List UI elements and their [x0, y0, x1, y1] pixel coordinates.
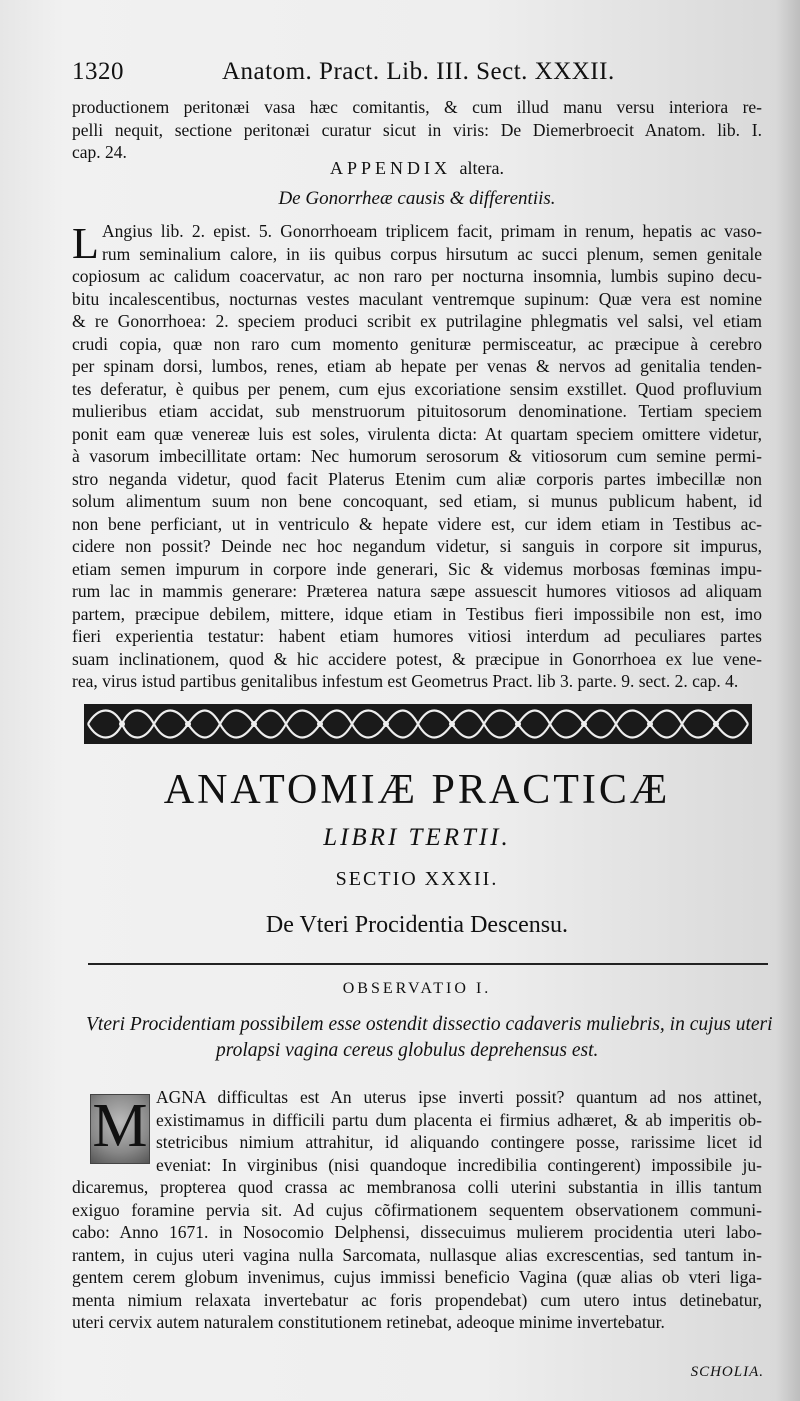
summary-line: prolapsi vagina cereus globulus deprehensus est. [216, 1040, 599, 1061]
section-topic: De Vteri Procidentia Descensu. [265, 912, 569, 938]
text-line: uteri cervix autem naturalem constitutionem retinebat, adeoque minime invertebatur. [72, 1312, 665, 1332]
horizontal-rule [88, 963, 768, 965]
section-main-title: ANATOMIÆ PRACTICÆ [163, 767, 671, 813]
text-line: eveniat: In virginibus (nisi quandoque incredibilia contingerent) impossibile ju- [156, 1154, 762, 1175]
initial-letter: M [92, 1092, 148, 1160]
text-line: per spinam dorsi, lumbos, renes, etiam ab hepate per venas & nervos ad genitalia tenden- [72, 356, 762, 376]
appendix-title-main: APPENDIX [330, 158, 452, 178]
catchword: SCHOLIA. [690, 1364, 764, 1380]
page-number: 1320 [72, 58, 124, 85]
text-line: dicaremus, propterea quod crassa ac membranosa colli uterini substantia in illis tantum [72, 1177, 762, 1197]
observatio-body [72, 1086, 762, 1334]
text-line: rea, virus istud partibus genitalibus infestum est Geometrus Pract. lib 3. parte. 9. sect. 2. cap. 4. [72, 671, 739, 691]
section-libri: LIBRI TERTII. [323, 824, 511, 851]
text-line: exiguo foramine pervia sit. Ad cujus cõfirmationem sequentem observationem communi- [72, 1199, 762, 1220]
ornamental-band [84, 702, 752, 746]
text-line: suam inclinationem, quod & hic accidere potest, & præcipue in Gonorrhoea ex lue vene- [72, 648, 762, 669]
text-line: gentem cerem globum invenimus, cujus immissi beneficio Vagina (quæ alias ob vteri liga- [72, 1267, 762, 1287]
running-title: Anatom. Pract. Lib. III. Sect. XXXII. [222, 58, 615, 85]
text-line: cabo: Anno 1671. in Nosocomio Delphensi, dissecuimus mulierem procidentia uteri labo- [72, 1222, 762, 1242]
appendix-subtitle: De Gonorrheæ causis & differentiis. [278, 188, 556, 209]
text-line: Angius lib. 2. epist. 5. Gonorrhoeam triplicem facit, primam in renum, hepatis ac vaso- [102, 221, 762, 241]
summary-line: Vteri Procidentiam possibilem esse ostendit dissectio cadaveris muliebris, in cujus uteri [86, 1014, 773, 1035]
text-line: partem, præcipue debilem, mittere, idque etiam in Testibus fieri impossibile non est, imo [72, 603, 762, 624]
text-line: solum alimentum suum non bene concoquant, sed etiam, si munus publicum habent, id [72, 491, 762, 511]
text-line: productionem peritonæi vasa hæc comitantis, & cum illud manu versu interiora re- [72, 97, 762, 117]
text-line: rum seminalium calore, in iis quibus corpus hirsutum ac succi plenum, semen genitale [102, 243, 762, 264]
text-line: pelli nequit, sectione peritonæi curatur sicut in viris: De Diemerbroecit Anatom. lib. I. [72, 119, 762, 140]
text-line: bitu incalescentibus, nocturnas vestes maculant ventremque supinum: Quæ vera est nomine [72, 288, 762, 309]
appendix-body [72, 220, 762, 693]
text-line: non bene perficiant, ut in ventriculo & hepate videre est, cur idem etiam in Testibus ac- [72, 513, 762, 534]
text-line: existimamus in difficili partu dum placenta ei firmius adhæret, & ab imperitis ob- [156, 1109, 762, 1130]
top-paragraph [72, 96, 762, 164]
text-line: & re Gonorrhoea: 2. speciem produci scribit ex putrilagine phlegmatis vel salsi, vel etiam [72, 311, 762, 331]
text-line: ponit eam quæ venereæ luis est soles, virulenta dicta: At quartam speciem omittere videtur, [72, 423, 762, 444]
appendix-title-suffix: altera. [459, 158, 504, 178]
text-line: copiosum ac calidum coacervatur, ac non raro per nocturna insomnia, lumbis supino decu- [72, 266, 762, 286]
text-line: etiam semen impurum in corpore inde generari, Sic & videmus morbosas fœminas impu- [72, 558, 762, 579]
text-line: crudi copia, quæ non raro cum momento genituræ permisceatur, ac præcipue à cerebro [72, 333, 762, 354]
drop-letter: L [72, 219, 99, 268]
text-line: stetricibus nimium attrahitur, id aliquando contingere posse, rarissime licet id [156, 1132, 762, 1152]
observatio-summary [86, 1012, 773, 1064]
text-line: cidere non possit? Deinde nec hoc negandum videtur, si sanguis in corpore sit impurus, [72, 536, 762, 556]
text-line: tes deferatur, è quibus per penem, cum ejus excoriatione sensim exstillet. Quod profluvium [72, 378, 762, 399]
appendix-title [72, 158, 762, 179]
text-line: menta nimium relaxata invertebatur ac foris propendebat) cum utero intus detinebatur, [72, 1289, 762, 1310]
text-line: rum lac in mammis generare: Præterea natura sæpe assuescit humores vitiosos ad aliquam [72, 581, 762, 601]
text-line: rantem, in cujus uteri vagina nulla Sarcomata, nullasque alias excrescentias, sed tantum in- [72, 1244, 762, 1265]
observatio-heading: OBSERVATIO I. [342, 980, 492, 997]
text-line: fieri experientia testatur: habent etiam humores vitiosi interdum ad peculiares partes [72, 626, 762, 646]
running-header [72, 58, 772, 92]
text-line: stro neganda videtur, quod facit Platerus Etenim cum aliæ corporis partes imbecillæ non [72, 468, 762, 489]
section-number: SECTIO XXXII. [335, 868, 499, 890]
text-line: AGNA difficultas est An uterus ipse inverti possit? quantum ad nos attinet, [156, 1087, 762, 1107]
text-line: mulieribus etiam accidat, sub menstruorum pituitosorum denominatione. Tertiam speciem [72, 401, 762, 421]
text-line: à vasorum imbecillitate ortam: Nec humorum serosorum & vitiosorum cum semine permi- [72, 446, 762, 466]
text-line: cap. 24. [72, 142, 127, 162]
